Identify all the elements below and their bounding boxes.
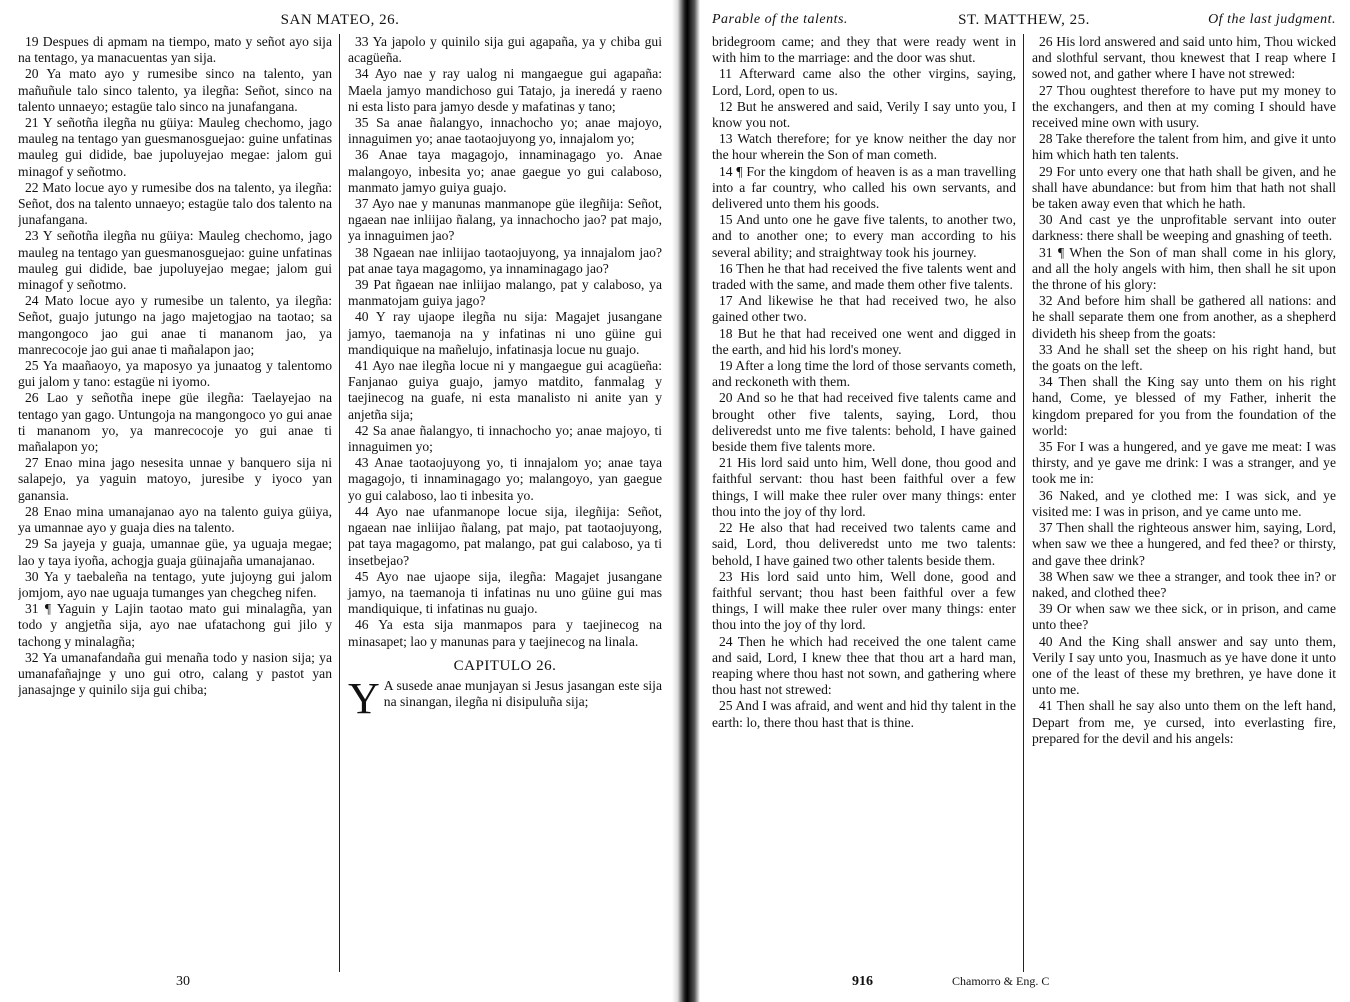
header-left: Parable of the talents. xyxy=(712,12,848,27)
verse: 22 Mato locue ayo y rumesibe dos na talento, ya ilegña: Señot, dos na talento unnaeyo; estagüe talo dos talento na junafangana. xyxy=(18,179,332,228)
right-footer xyxy=(712,972,1336,994)
verse: 27 Enao mina jago nesesita unnae y banquero sija ni salapejo, ya yaguin matoyo, juresibe y iyoco yan ganansia. xyxy=(18,455,332,503)
verse: 30 Ya y taebaleña na tentago, yute jujoyng gui jalom jomjom, ayo nae uguaja tumanges yan chegcheg nifen. xyxy=(18,568,332,600)
chapter-heading: CAPITULO 26. xyxy=(453,657,557,674)
verse: 28 Enao mina umanajanao ayo na talento guiya güiya, ya umannae ayo y guaja dies na talento. xyxy=(18,503,332,536)
chapter-opening xyxy=(348,673,662,723)
verse: 14 ¶ For the kingdom of heaven is as a man travelling into a far country, who called his own servants, and delivered unto them his goods. xyxy=(712,163,1016,212)
verse: 35 Sa anae ñalangyo, innachocho yo; anae majoyo, innaguimen yo; anae taotaojuyong yo, innajalom yo; xyxy=(348,115,662,147)
verse: 37 Ayo nae y manunas manmanope güe ilegñija: Señot, ngaean nae inliijao ñalang, ya innachocho jao? pat majo, ya innaguimen jao? xyxy=(348,196,662,244)
verse: 27 Thou oughtest therefore to have put my money to the exchangers, and then at my coming I should have received mine own with usury. xyxy=(1032,82,1336,131)
left-page-header: SAN MATEO, 26. xyxy=(280,12,400,28)
verse: 11 Afterward came also the other virgins, saying, Lord, Lord, open to us. xyxy=(712,66,1016,98)
verse: 22 He also that had received two talents came and said, Lord, thou deliveredst unto me two talents: behold, I have gained two other talents beside them. xyxy=(712,520,1016,568)
verse: 34 Ayo nae y ray ualog ni mangaegue gui agapaña: Maela jamyo mandichoso gui Tatajo, ja ineredá y raeno ni esta listo para jamyo desde y mafatinas y tano; xyxy=(348,66,662,114)
verse: 26 Lao y señotña inepe güe ilegña: Taelayejao na tentago yan gago. Untungoja na mangongoco yo gui anae ti mananom yo, ya manrecocoje yo gui anae ti mañalapon yo; xyxy=(18,390,332,455)
verse: 25 Ya maañaoyo, ya maposyo ya junaatog y talentomo gui jalom y tano: estagüe ni iyomo. xyxy=(18,358,332,390)
verse: 29 For unto every one that hath shall be given, and he shall have abundance: but from him that hath not shall be taken away even that which he hath. xyxy=(1032,163,1336,212)
verse: 31 ¶ When the Son of man shall come in his glory, and all the holy angels with him, then shall he sit upon the throne of his glory: xyxy=(1032,244,1336,293)
verse: 32 Ya umanafandaña gui menaña todo y nasion sija; ya umanafañajnge y uno gui otro, calang y pastot yan janasajnge y quinilo sija gui chiba; xyxy=(18,649,332,698)
left-page xyxy=(0,0,672,1002)
verse: 35 For I was a hungered, and ye gave me meat: I was thirsty, and ye gave me drink: I was a stranger, and ye took me in: xyxy=(1032,439,1336,487)
right-column-1 xyxy=(712,34,1023,972)
verse: 23 His lord said unto him, Well done, good and faithful servant; thou hast been faithful over a few things, I will make thee ruler over many things: enter thou into the joy of thy lord. xyxy=(712,568,1016,633)
verse: 33 Ya japolo y quinilo sija gui agapaña, ya y chiba gui acagüeña. xyxy=(348,34,662,66)
verse: 21 Y señotña ilegña nu güiya: Mauleg chechomo, jago mauleg na tentago yan guesmanosguejao: guine unfatinas mauleg gui didide, bae jupoluyejao megae: jalom gui minagof y señotmo. xyxy=(18,115,332,179)
verse: 19 Despues di apmam na tiempo, mato y señot ayo sija na tentago, ya manacuentas yan sija. xyxy=(18,34,332,66)
verse: 36 Naked, and ye clothed me: I was sick, and ye visited me: I was in prison, and ye came unto me. xyxy=(1032,487,1336,519)
verse: 23 Y señotña ilegña nu güiya: Mauleg chechomo, jago mauleg na tentago yan guesmanosguejao: guine unfatinas mauleg gui didide, bae jupoluyejao megae; jalom gui minagof y señotmo. xyxy=(18,228,332,293)
verse: bridegroom came; and they that were ready went in with him to the marriage: and the door was shut. xyxy=(712,34,1016,66)
verse: 44 Ayo nae ufanmanope locue sija, ilegñija: Señot, ngaean nae inliijao ñalang, pat majo, pat taotaojuyong, pat taya magagomo, pat malango, pat gui calaboso, ya ti insetbejao? xyxy=(348,503,662,568)
verse: 33 And he shall set the sheep on his right hand, but the goats on the left. xyxy=(1032,341,1336,374)
verse: 13 Watch therefore; for ye know neither the day nor the hour wherein the Son of man cometh. xyxy=(712,131,1016,163)
verse: 28 Take therefore the talent from him, and give it unto him which hath ten talents. xyxy=(1032,131,1336,163)
book-gutter xyxy=(672,0,700,1002)
verse: 34 Then shall the King say unto them on his right hand, Come, ye blessed of my Father, inherit the kingdom prepared for you from the foundation of the world: xyxy=(1032,374,1336,438)
verse: 40 And the King shall answer and say unto them, Verily I say unto you, Inasmuch as ye have done it unto one of the least of these my brethren, ye have done it unto me. xyxy=(1032,633,1336,698)
verse: 39 Pat ñgaean nae inliijao malango, pat y calaboso, ya manmatojam guiya jago? xyxy=(348,277,662,309)
right-columns xyxy=(712,34,1336,972)
verse: 24 Mato locue ayo y rumesibe un talento, ya ilegña: Señot, guajo jutungo na jago majetogjao na taotao; sa mangongoco jao gui anae ti mananom jao, ya manrecocoje jao gui anae ti mañalapon jao; xyxy=(18,293,332,357)
verse: 16 Then he that had received the five talents went and traded with the same, and made them other five talents. xyxy=(712,260,1016,293)
verse: 41 Ayo nae ilegña locue ni y mangaegue gui acagüeña: Fanjanao guiya guajo, jamyo matdito, fanmalag y taejinecog na guafe, ni esta manalisto ni anite yan y anjetña sija; xyxy=(348,358,662,422)
left-column-2 xyxy=(340,34,662,972)
verse: 18 But he that had received one went and digged in the earth, and hid his lord's money. xyxy=(712,325,1016,357)
verse: 21 His lord said unto him, Well done, thou good and faithful servant: thou hast been faithful over a few things, I will make thee ruler over many things: enter thou into the joy of thy lord. xyxy=(712,455,1016,519)
left-page-number: 30 xyxy=(176,974,190,989)
verse: 19 After a long time the lord of those servants cometh, and reckoneth with them. xyxy=(712,358,1016,390)
verse: 40 Y ray ujaope ilegña nu sija: Magajet jusangane jamyo, taemanoja na y infatinas ni uno güine gui mandiquique na mañelujo, infatinasja locue nu guajo. xyxy=(348,309,662,357)
verse: 25 And I was afraid, and went and hid thy talent in the earth: lo, there thou hast that is thine. xyxy=(712,698,1016,730)
left-columns xyxy=(18,34,662,972)
verse: 20 Ya mato ayo y rumesibe sinco na talento, yan mañuñule talo sinco talento, ya ilegña: Señot, sinco na talento unnaeyo; estagüe talo sinco na junafangana. xyxy=(18,66,332,114)
verse: 26 His lord answered and said unto him, Thou wicked and slothful servant, thou knewest that I reap where I sowed not, and gather where I have not strewed: xyxy=(1032,34,1336,82)
right-running-head xyxy=(712,12,1336,34)
verse: 17 And likewise he that had received two, he also gained other two. xyxy=(712,293,1016,325)
left-column-1 xyxy=(18,34,339,972)
verse: 30 And cast ye the unprofitable servant into outer darkness: there shall be weeping and gnashing of teeth. xyxy=(1032,212,1336,244)
left-running-head xyxy=(18,12,662,34)
right-page xyxy=(700,0,1350,1002)
right-page-header: ST. MATTHEW, 25. xyxy=(958,12,1090,28)
chapter-opening-text: A susede anae munjayan si Jesus jasangan este sija na sinangan, ilegña ni disipuluña sija; xyxy=(383,677,662,710)
verse: 45 Ayo nae ujaope sija, ilegña: Magajet jusangane jamyo, na taemanoja ti infatinas nu uno güine gui mas mandiquique, ti infatinas nu guajo. xyxy=(348,568,662,617)
verse: 43 Anae taotaojuyong yo, ti innajalom yo; anae taya magagojo, ti innaminagago yo; malangoyo, yan gaegue yo gui calaboso, lao ti inbesita yo. xyxy=(348,455,662,503)
verse: 31 ¶ Yaguin y Lajin taotao mato gui minalagña, yan todo y angjetña sija, ayo nae ufatachong gui jilo y tachong y minalagña; xyxy=(18,601,332,649)
left-footer xyxy=(18,972,662,994)
printer-signature: Chamorro & Eng. C xyxy=(952,974,1050,988)
verse: 32 And before him shall be gathered all nations: and he shall separate them one from another, as a shepherd divideth his sheep from the goats: xyxy=(1032,293,1336,341)
verse: 42 Sa anae ñalangyo, ti innachocho yo; anae majoyo, ti innaguimen yo; xyxy=(348,422,662,455)
drop-cap: Y xyxy=(348,673,380,723)
right-page-number: 916 xyxy=(852,974,873,989)
verse: 12 But he answered and said, Verily I say unto you, I know you not. xyxy=(712,98,1016,131)
verse: 46 Ya esta sija manmapos para y taejinecog na minasapet; lao y manunas para y taejinecog na linala. xyxy=(348,617,662,649)
verse: 24 Then he which had received the one talent came and said, Lord, I knew thee that thou art a hard man, reaping where thou hast not sown, and gathering where thou hast not strewed: xyxy=(712,633,1016,698)
verse: 41 Then shall he say also unto them on the left hand, Depart from me, ye cursed, into everlasting fire, prepared for the devil and his angels: xyxy=(1032,698,1336,746)
verse: 39 Or when saw we thee sick, or in prison, and came unto thee? xyxy=(1032,601,1336,633)
verse: 38 When saw we thee a stranger, and took thee in? or naked, and clothed thee? xyxy=(1032,568,1336,600)
header-right: Of the last judgment. xyxy=(1208,12,1336,27)
verse: 15 And unto one he gave five talents, to another two, and to another one; to every man according to his several ability; and straightway took his journey. xyxy=(712,212,1016,260)
right-column-2 xyxy=(1024,34,1336,972)
verse: 37 Then shall the righteous answer him, saying, Lord, when saw we thee a hungered, and fed thee? or thirsty, and gave thee drink? xyxy=(1032,520,1336,568)
verse: 29 Sa jayeja y guaja, umannae güe, ya uguaja megae; lao y taya iyoña, achogja guaja güinajaña umanajanao. xyxy=(18,536,332,568)
verse: 36 Anae taya magagojo, innaminagago yo. Anae malangoyo, inbesita yo; anae gaegue yo gui calaboso, manmato jamyo guiya guajo. xyxy=(348,147,662,195)
verse: 38 Ngaean nae inliijao taotaojuyong, ya innajalom jao? pat anae taya magagomo, ya innaminagago jao? xyxy=(348,244,662,276)
verse: 20 And so he that had received five talents came and brought other five talents, saying, Lord, thou deliveredst unto me five talents: behold, I have gained beside them five talents more. xyxy=(712,390,1016,455)
